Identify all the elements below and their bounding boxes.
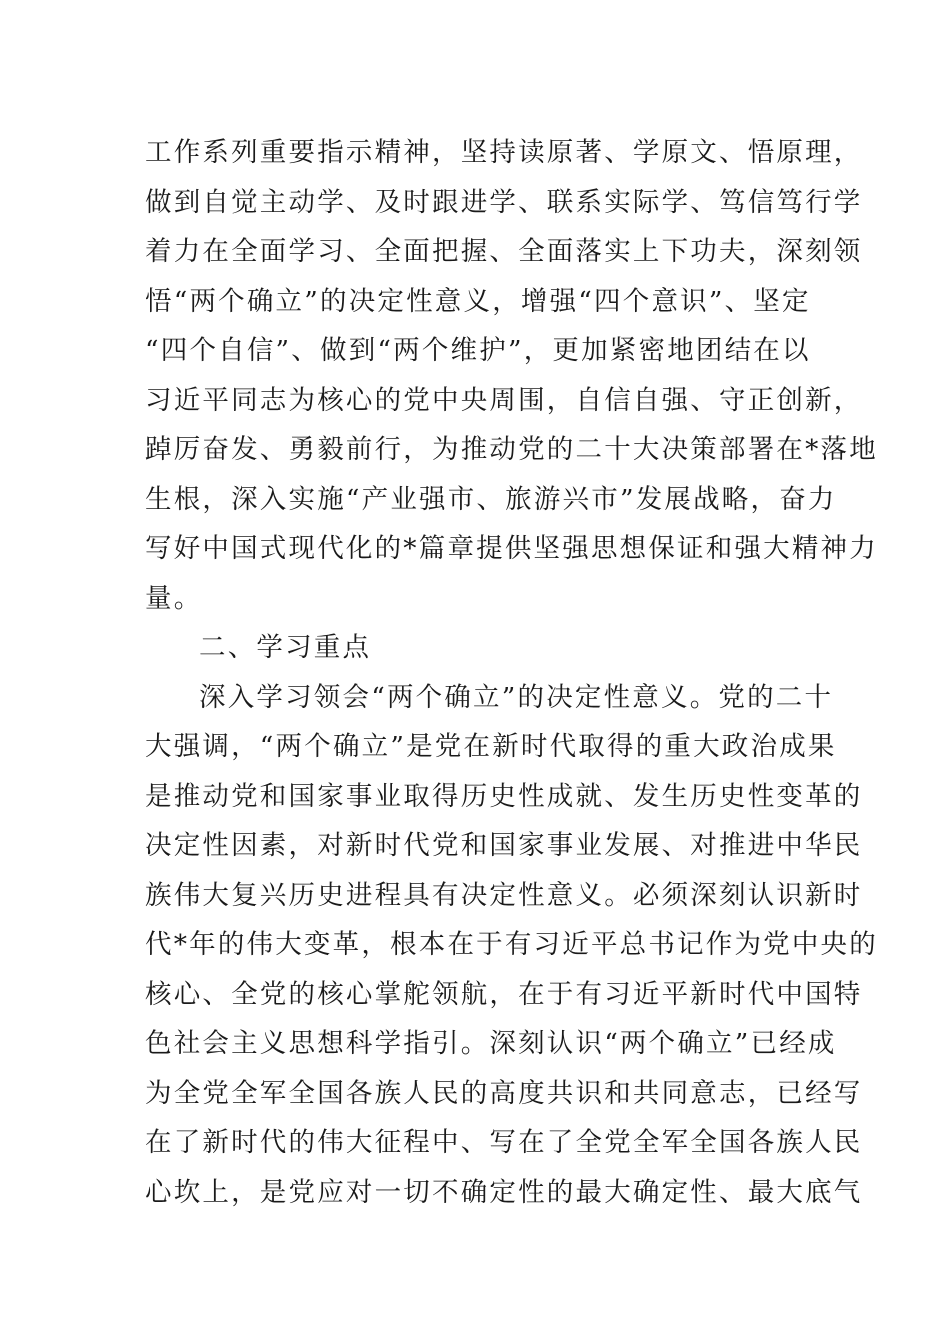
text-line: 悟“两个确立”的决定性意义，增强“四个意识”、坚定 [145, 285, 811, 317]
text-line: 为全党全军全国各族人民的高度共识和共同意志，已经写 [145, 1077, 863, 1109]
text-line: 核心、全党的核心掌舵领航，在于有习近平新时代中国特 [145, 978, 863, 1010]
text-line: 深入学习领会“两个确立”的决定性意义。党的二十 [199, 681, 834, 713]
document-body [145, 128, 878, 1217]
text-line: “四个自信”、做到“两个维护”，更加紧密地团结在以 [145, 335, 811, 366]
text-line: 大强调，“两个确立”是党在新时代取得的重大政治成果 [145, 731, 837, 762]
text-line: 生根，深入实施“产业强市、旅游兴市”发展战略，奋力 [145, 483, 837, 515]
text-line: 是推动党和国家事业取得历史性成就、发生历史性变革的 [145, 780, 863, 812]
text-line: 族伟大复兴历史进程具有决定性意义。必须深刻认识新时 [145, 879, 863, 911]
text-line: 代*年的伟大变革，根本在于有习近平总书记作为党中央的 [145, 929, 878, 960]
text-line: 工作系列重要指示精神，坚持读原著、学原文、悟原理， [145, 137, 863, 168]
text-line: 习近平同志为核心的党中央周围，自信自强、守正创新， [145, 384, 863, 416]
text-line: 色社会主义思想科学指引。深刻认识“两个确立”已经成 [145, 1028, 837, 1059]
text-line: 决定性因素，对新时代党和国家事业发展、对推进中华民 [145, 830, 863, 861]
text-line: 做到自觉主动学、及时跟进学、联系实际学、笃信笃行学 [145, 186, 863, 218]
text-line: 着力在全面学习、全面把握、全面落实上下功夫，深刻领 [145, 236, 863, 267]
text-line: 在了新时代的伟大征程中、写在了全党全军全国各族人民 [145, 1127, 863, 1158]
text-line: 踔厉奋发、勇毅前行，为推动党的二十大决策部署在*落地 [145, 434, 878, 465]
text-line: 量。 [145, 582, 203, 614]
section-heading: 二、学习重点 [199, 632, 372, 663]
text-line: 写好中国式现代化的*篇章提供坚强思想保证和强大精神力 [145, 533, 878, 564]
text-line: 心坎上，是党应对一切不确定性的最大确定性、最大底气 [145, 1176, 863, 1208]
